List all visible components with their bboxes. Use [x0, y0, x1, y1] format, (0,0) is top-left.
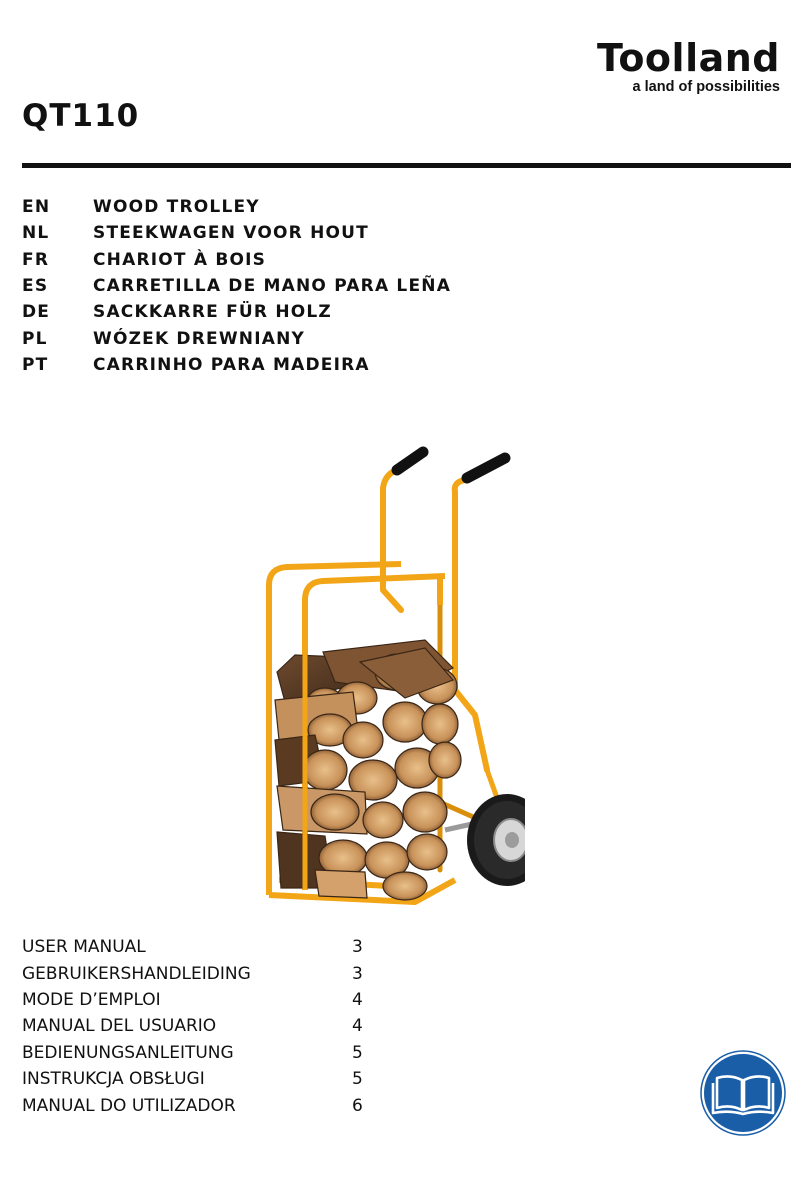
title-row: [22, 247, 451, 273]
product-title: WÓZEK DREWNIANY: [93, 328, 306, 349]
wood-trolley-illustration: [255, 440, 525, 912]
product-title: WOOD TROLLEY: [93, 197, 260, 218]
product-title: SACKKARRE FÜR HOLZ: [93, 302, 332, 323]
product-title: CARRINHO PARA MADEIRA: [93, 354, 370, 375]
toc-entry[interactable]: [22, 1013, 363, 1039]
toc-page: 5: [352, 1069, 363, 1090]
toc-page: 5: [352, 1042, 363, 1063]
toc-entry[interactable]: [22, 960, 363, 986]
product-title: CHARIOT À BOIS: [93, 249, 267, 270]
toc-page: 3: [352, 937, 363, 958]
toc-label: GEBRUIKERSHANDLEIDING: [22, 963, 251, 984]
language-code: DE: [22, 302, 51, 323]
toc-page: 3: [352, 963, 363, 984]
language-code: PL: [22, 328, 48, 349]
product-title: CARRETILLA DE MANO PARA LEÑA: [93, 276, 452, 297]
toc-label: MANUAL DEL USUARIO: [22, 1016, 217, 1037]
title-row: [22, 299, 451, 325]
brand-logo: [597, 38, 780, 95]
table-of-contents: [22, 934, 363, 1119]
toc-entry[interactable]: [22, 1040, 363, 1066]
brand-name: Toolland: [596, 36, 780, 80]
model-number: QT110: [22, 98, 140, 134]
language-code: EN: [22, 197, 51, 218]
title-row: [22, 273, 451, 299]
product-title: STEEKWAGEN VOOR HOUT: [93, 223, 369, 244]
title-row: [22, 352, 451, 378]
brand-tagline: a land of possibilities: [632, 79, 780, 95]
language-code: PT: [22, 354, 49, 375]
wheel: [467, 794, 525, 886]
toc-entry[interactable]: [22, 987, 363, 1013]
title-row: [22, 194, 451, 220]
language-code: ES: [22, 276, 49, 297]
read-manual-icon: [700, 1050, 786, 1136]
toc-entry[interactable]: [22, 1092, 363, 1118]
header-divider: [22, 163, 791, 168]
toc-page: 4: [352, 1016, 363, 1037]
title-row: [22, 220, 451, 246]
toc-label: MODE D’EMPLOI: [22, 989, 161, 1010]
toc-label: BEDIENUNGSANLEITUNG: [22, 1042, 234, 1063]
toc-page: 4: [352, 989, 363, 1010]
language-code: NL: [22, 223, 50, 244]
toc-label: USER MANUAL: [22, 937, 146, 958]
product-title-list: [22, 194, 451, 378]
toc-entry[interactable]: [22, 934, 363, 960]
title-row: [22, 325, 451, 351]
toc-label: INSTRUKCJA OBSŁUGI: [22, 1069, 205, 1090]
language-code: FR: [22, 249, 50, 270]
toc-label: MANUAL DO UTILIZADOR: [22, 1095, 236, 1116]
toc-entry[interactable]: [22, 1066, 363, 1092]
toc-page: 6: [352, 1095, 363, 1116]
